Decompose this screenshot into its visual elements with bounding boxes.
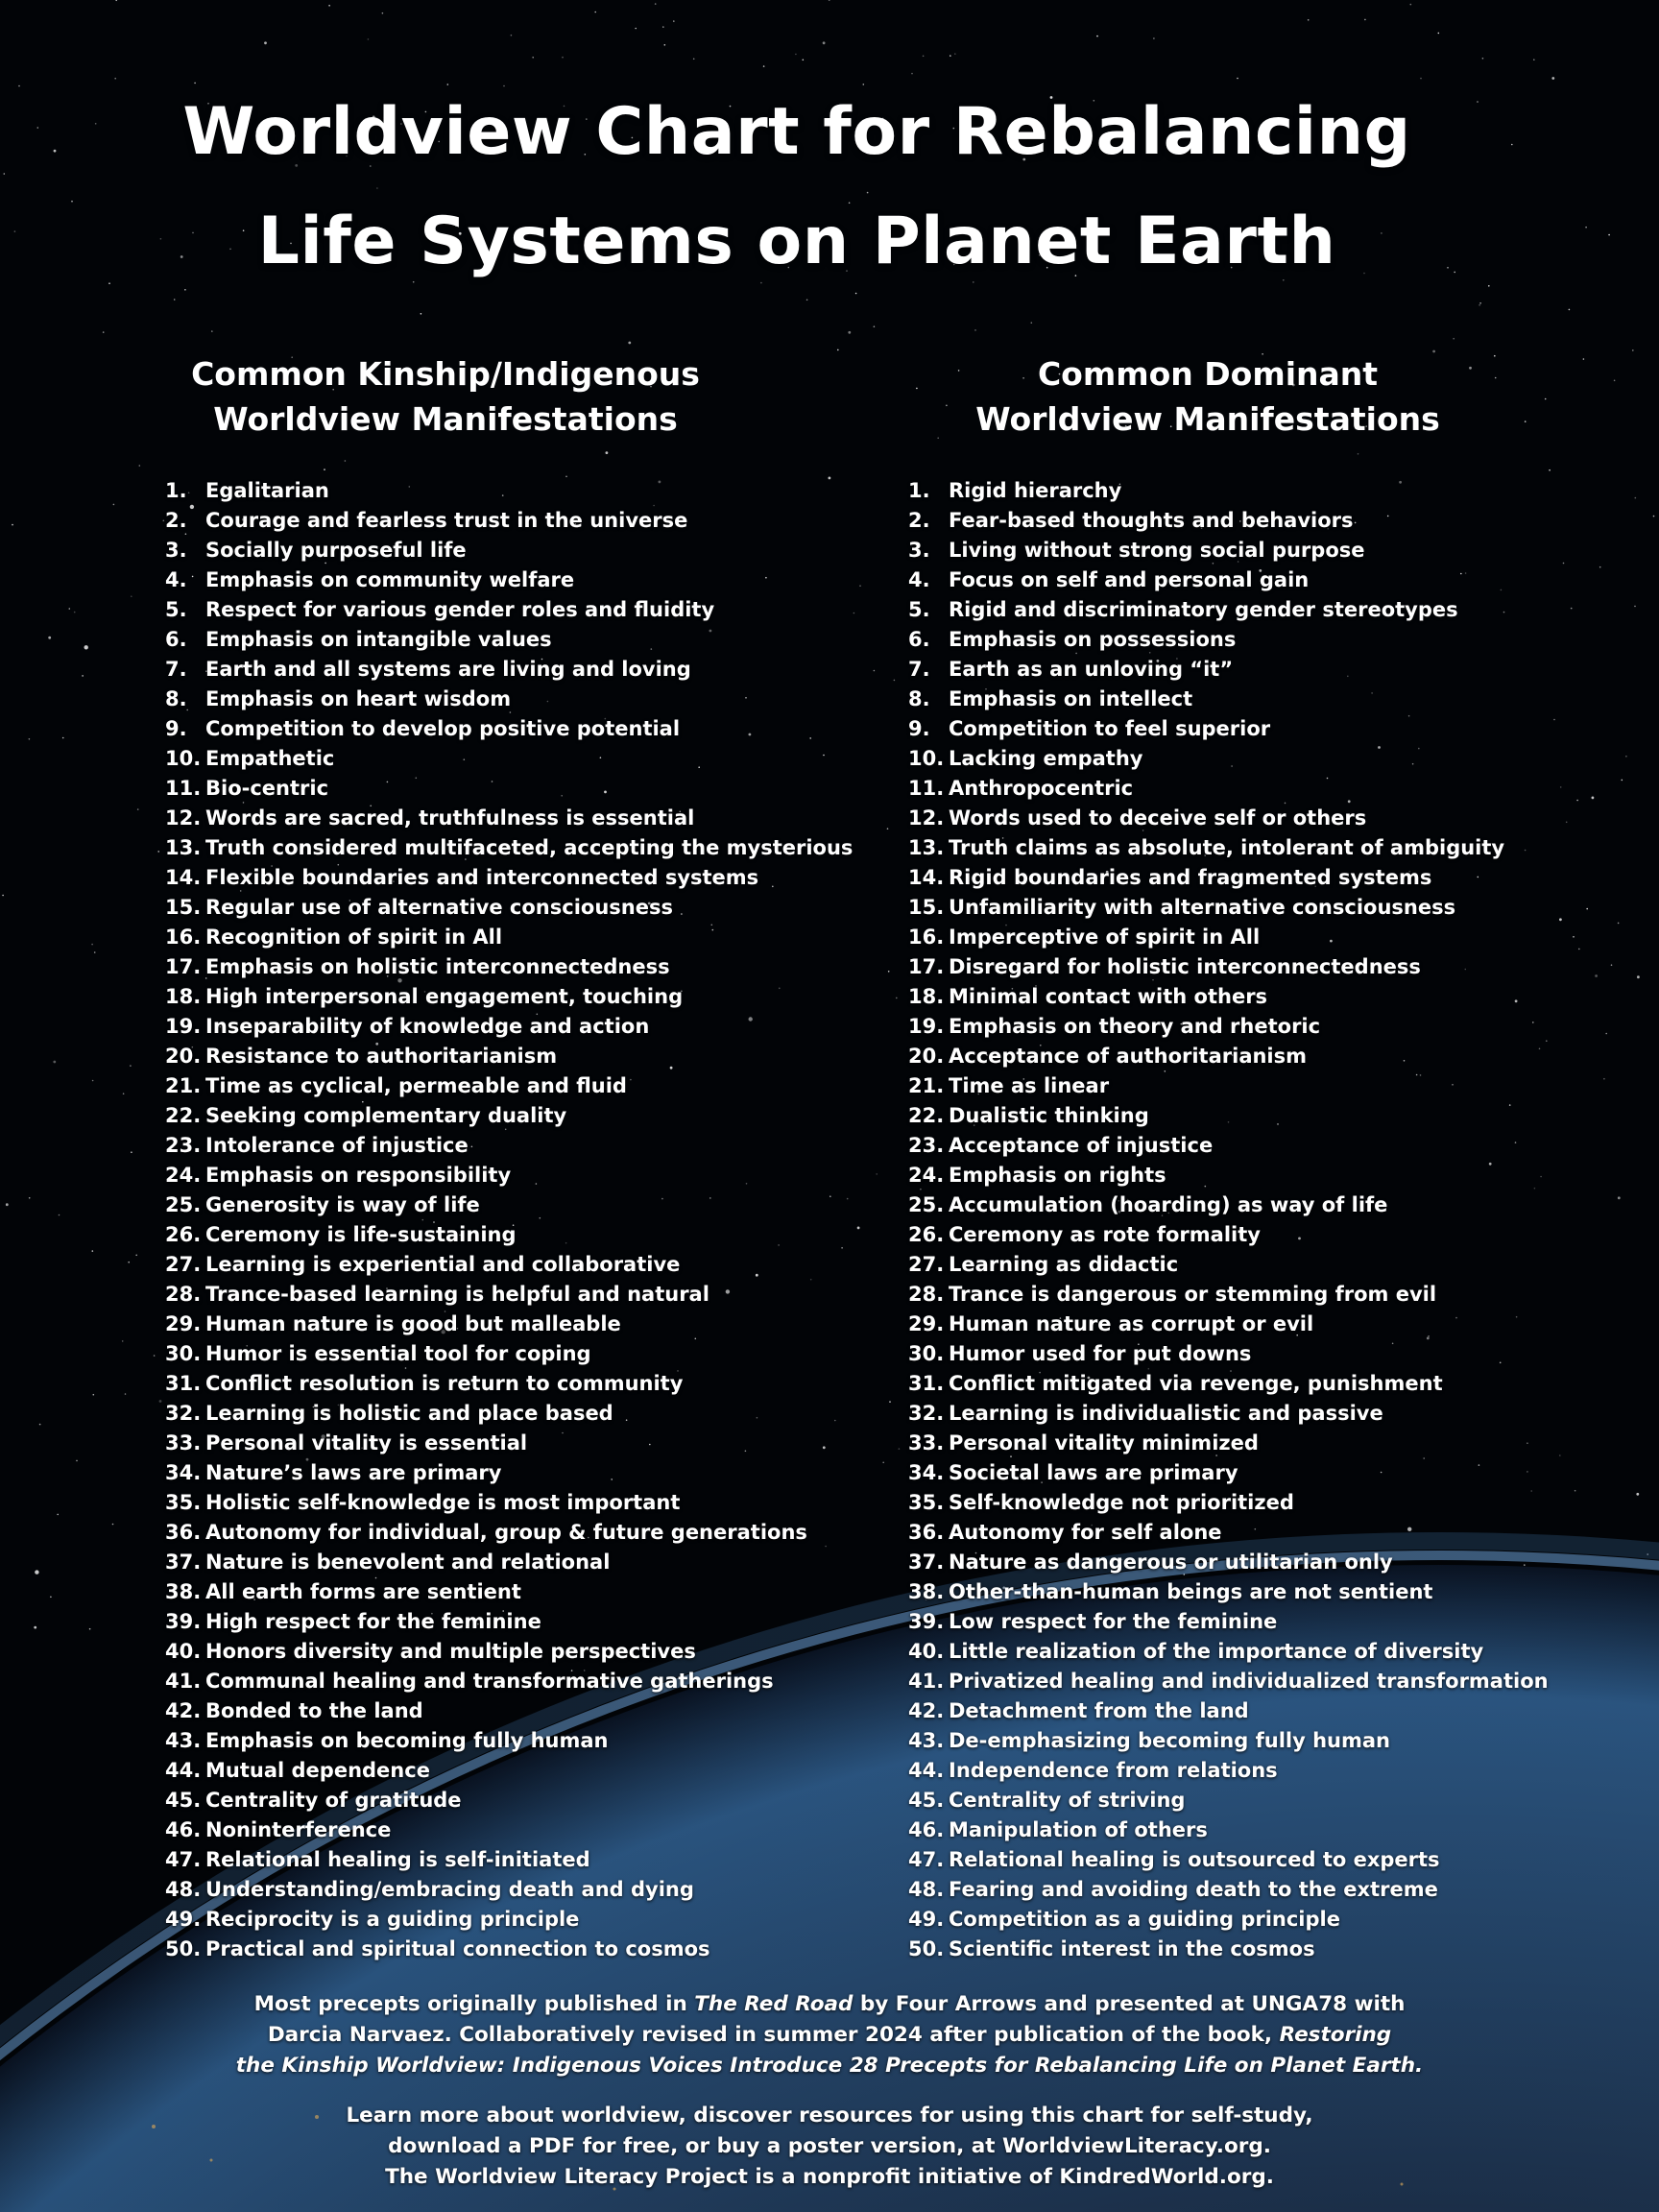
item-text: Privatized healing and individualized transformation <box>949 1670 1549 1693</box>
item-text: Conflict mitigated via revenge, punishment <box>949 1372 1443 1395</box>
item-text: Emphasis on intellect <box>949 687 1193 710</box>
item-text: Fear-based thoughts and behaviors <box>949 509 1354 532</box>
item-text: Earth as an unloving “it” <box>949 658 1234 681</box>
item-number: 21. <box>165 1074 202 1097</box>
item-number: 18. <box>165 985 202 1008</box>
item-text: Human nature as corrupt or evil <box>949 1312 1314 1335</box>
item-number: 25. <box>165 1193 202 1216</box>
left-column-heading <box>61 351 830 442</box>
item-number: 2. <box>165 509 187 532</box>
left-heading-line1: Common Kinship/Indigenous <box>191 355 700 393</box>
item-number: 7. <box>908 658 930 681</box>
item-text: Learning as didactic <box>949 1253 1179 1276</box>
item-text: Emphasis on rights <box>949 1164 1166 1187</box>
item-text: Earth and all systems are living and loving <box>205 658 691 681</box>
item-number: 5. <box>908 598 930 621</box>
item-text: Learning is individualistic and passive <box>949 1402 1383 1425</box>
item-number: 14. <box>908 866 945 889</box>
item-text: Relational healing is self-initiated <box>205 1848 590 1871</box>
item-number: 23. <box>165 1134 202 1157</box>
item-number: 50. <box>908 1937 945 1960</box>
item-number: 5. <box>165 598 187 621</box>
item-number: 49. <box>165 1908 202 1931</box>
item-number: 50. <box>165 1937 202 1960</box>
item-number: 46. <box>908 1818 945 1841</box>
item-number: 3. <box>165 539 187 562</box>
chart-title-line2: Life Systems on Planet Earth <box>257 204 1336 279</box>
item-number: 31. <box>165 1372 202 1395</box>
item-number: 21. <box>908 1074 945 1097</box>
item-text: Resistance to authoritarianism <box>205 1045 558 1068</box>
item-text: Emphasis on community welfare <box>205 568 575 591</box>
item-text: Autonomy for self alone <box>949 1521 1222 1544</box>
item-number: 20. <box>908 1045 945 1068</box>
item-number: 30. <box>165 1342 202 1365</box>
item-text: Bonded to the land <box>205 1699 423 1722</box>
item-number: 28. <box>908 1283 945 1306</box>
item-text: Noninterference <box>205 1818 392 1841</box>
item-text: Practical and spiritual connection to cosmos <box>205 1937 710 1960</box>
item-text: Egalitarian <box>205 479 329 502</box>
item-number: 29. <box>165 1312 202 1335</box>
item-number: 31. <box>908 1372 945 1395</box>
item-number: 26. <box>165 1223 202 1246</box>
item-number: 47. <box>908 1848 945 1871</box>
item-number: 33. <box>908 1431 945 1455</box>
item-number: 37. <box>165 1551 202 1574</box>
item-number: 38. <box>165 1580 202 1603</box>
item-text: All earth forms are sentient <box>205 1580 521 1603</box>
book-title-red-road: The Red Road <box>694 1992 854 2016</box>
item-number: 48. <box>165 1878 202 1901</box>
item-number: 30. <box>908 1342 945 1365</box>
item-number: 32. <box>908 1402 945 1425</box>
item-number: 25. <box>908 1193 945 1216</box>
item-number: 44. <box>908 1759 945 1782</box>
item-number: 16. <box>165 926 202 949</box>
item-number: 37. <box>908 1551 945 1574</box>
item-number: 4. <box>165 568 187 591</box>
item-number: 42. <box>908 1699 945 1722</box>
item-number: 49. <box>908 1908 945 1931</box>
item-text: Emphasis on intangible values <box>205 628 552 651</box>
item-text: Bio-centric <box>205 777 329 800</box>
item-text: Holistic self-knowledge is most important <box>205 1491 681 1514</box>
footer-citation <box>144 1989 1515 2081</box>
item-number: 39. <box>908 1610 945 1633</box>
item-text: Emphasis on theory and rhetoric <box>949 1015 1321 1038</box>
item-text: Personal vitality is essential <box>205 1431 528 1455</box>
item-text: Understanding/embracing death and dying <box>205 1878 694 1901</box>
item-text: Manipulation of others <box>949 1818 1208 1841</box>
item-text: Acceptance of authoritarianism <box>949 1045 1308 1068</box>
item-text: Courage and fearless trust in the universe <box>205 509 688 532</box>
item-text: Competition as a guiding principle <box>949 1908 1340 1931</box>
item-text: Centrality of striving <box>949 1789 1186 1812</box>
item-text: Learning is experiential and collaborative <box>205 1253 681 1276</box>
item-text: Words are sacred, truthfulness is essential <box>205 806 695 830</box>
item-text: Communal healing and transformative gatherings <box>205 1670 774 1693</box>
item-number: 22. <box>165 1104 202 1127</box>
item-number: 28. <box>165 1283 202 1306</box>
item-text: Other-than-human beings are not sentient <box>949 1580 1433 1603</box>
item-text: Rigid hierarchy <box>949 479 1122 502</box>
footer-notes <box>144 1989 1515 2193</box>
item-text: Humor used for put downs <box>949 1342 1252 1365</box>
item-number: 45. <box>165 1789 202 1812</box>
item-text: Trance is dangerous or stemming from evil <box>949 1283 1437 1306</box>
item-number: 44. <box>165 1759 202 1782</box>
item-number: 9. <box>908 717 930 740</box>
item-number: 24. <box>165 1164 202 1187</box>
item-text: Learning is holistic and place based <box>205 1402 613 1425</box>
item-number: 10. <box>165 747 202 770</box>
item-number: 38. <box>908 1580 945 1603</box>
item-number: 12. <box>165 806 202 830</box>
book-title-restoring: Restoring <box>1279 2023 1392 2047</box>
item-text: De-emphasizing becoming fully human <box>949 1729 1390 1752</box>
footer-text: by Four Arrows and presented at UNGA78 with <box>853 1992 1406 2016</box>
item-text: Emphasis on heart wisdom <box>205 687 512 710</box>
item-number: 17. <box>165 955 202 978</box>
item-text: Empathetic <box>205 747 335 770</box>
item-number: 20. <box>165 1045 202 1068</box>
item-number: 41. <box>165 1670 202 1693</box>
item-text: Detachment from the land <box>949 1699 1249 1722</box>
item-number: 47. <box>165 1848 202 1871</box>
item-number: 4. <box>908 568 930 591</box>
item-text: Ceremony is life-sustaining <box>205 1223 517 1246</box>
item-text: Nature as dangerous or utilitarian only <box>949 1551 1393 1574</box>
item-text: Truth considered multifaceted, accepting the mysterious <box>205 836 854 859</box>
item-number: 24. <box>908 1164 945 1187</box>
item-text: Self-knowledge not prioritized <box>949 1491 1294 1514</box>
item-text: Truth claims as absolute, intolerant of ambiguity <box>949 836 1505 859</box>
item-text: Fearing and avoiding death to the extreme <box>949 1878 1438 1901</box>
item-text: Ceremony as rote formality <box>949 1223 1261 1246</box>
item-number: 43. <box>908 1729 945 1752</box>
item-number: 41. <box>908 1670 945 1693</box>
item-text: Regular use of alternative consciousness <box>205 896 673 919</box>
item-text: Autonomy for individual, group & future generations <box>205 1521 807 1544</box>
item-text: Personal vitality minimized <box>949 1431 1259 1455</box>
item-number: 36. <box>908 1521 945 1544</box>
item-number: 18. <box>908 985 945 1008</box>
item-number: 40. <box>165 1640 202 1663</box>
item-number: 43. <box>165 1729 202 1752</box>
item-number: 11. <box>165 777 202 800</box>
item-text: Societal laws are primary <box>949 1461 1238 1484</box>
item-number: 16. <box>908 926 945 949</box>
footer-text: The Worldview Literacy Project is a nonprofit initiative of KindredWorld.org. <box>385 2165 1274 2189</box>
item-text: Time as linear <box>949 1074 1110 1097</box>
item-number: 14. <box>165 866 202 889</box>
item-number: 3. <box>908 539 930 562</box>
item-text: Acceptance of injustice <box>949 1134 1214 1157</box>
item-text: Conflict resolution is return to community <box>205 1372 684 1395</box>
item-text: Unfamiliarity with alternative consciousness <box>949 896 1456 919</box>
item-text: Humor is essential tool for coping <box>205 1342 591 1365</box>
item-number: 19. <box>908 1015 945 1038</box>
item-number: 29. <box>908 1312 945 1335</box>
item-text: Reciprocity is a guiding principle <box>205 1908 580 1931</box>
footer-text: Learn more about worldview, discover resources for using this chart for self-study, <box>346 2104 1313 2128</box>
item-text: Emphasis on holistic interconnectedness <box>205 955 670 978</box>
item-number: 13. <box>165 836 202 859</box>
item-text: Generosity is way of life <box>205 1193 480 1216</box>
item-text: Minimal contact with others <box>949 985 1268 1008</box>
item-number: 34. <box>165 1461 202 1484</box>
item-text: Imperceptive of spirit in All <box>949 926 1261 949</box>
item-number: 9. <box>165 717 187 740</box>
item-text: Anthropocentric <box>949 777 1134 800</box>
item-number: 48. <box>908 1878 945 1901</box>
item-text: Nature’s laws are primary <box>205 1461 502 1484</box>
item-number: 8. <box>908 687 930 710</box>
item-text: Living without strong social purpose <box>949 539 1365 562</box>
right-column-heading <box>824 351 1592 442</box>
item-text: Nature is benevolent and relational <box>205 1551 611 1574</box>
item-text: Low respect for the feminine <box>949 1610 1278 1633</box>
right-heading-line1: Common Dominant <box>1037 355 1379 393</box>
item-text: Scientific interest in the cosmos <box>949 1937 1315 1960</box>
item-number: 19. <box>165 1015 202 1038</box>
item-text: Respect for various gender roles and fluidity <box>205 598 715 621</box>
item-number: 13. <box>908 836 945 859</box>
item-number: 26. <box>908 1223 945 1246</box>
item-text: Rigid boundaries and fragmented systems <box>949 866 1432 889</box>
item-text: Rigid and discriminatory gender stereotypes <box>949 598 1458 621</box>
footer-learn-more <box>144 2101 1515 2193</box>
item-text: Trance-based learning is helpful and natural <box>205 1283 709 1306</box>
item-number: 46. <box>165 1818 202 1841</box>
item-text: Flexible boundaries and interconnected systems <box>205 866 759 889</box>
item-text: Emphasis on responsibility <box>205 1164 512 1187</box>
item-number: 1. <box>165 479 187 502</box>
item-number: 27. <box>165 1253 202 1276</box>
item-text: Focus on self and personal gain <box>949 568 1310 591</box>
item-number: 35. <box>165 1491 202 1514</box>
item-number: 15. <box>165 896 202 919</box>
footer-text: Most precepts originally published in <box>253 1992 695 2016</box>
item-number: 23. <box>908 1134 945 1157</box>
item-text: Intolerance of injustice <box>205 1134 469 1157</box>
item-text: Human nature is good but malleable <box>205 1312 621 1335</box>
item-text: Relational healing is outsourced to experts <box>949 1848 1440 1871</box>
item-number: 36. <box>165 1521 202 1544</box>
item-number: 32. <box>165 1402 202 1425</box>
item-number: 2. <box>908 509 930 532</box>
item-text: Independence from relations <box>949 1759 1278 1782</box>
item-number: 15. <box>908 896 945 919</box>
item-number: 34. <box>908 1461 945 1484</box>
left-heading-line2: Worldview Manifestations <box>213 400 678 438</box>
footer-text: Darcia Narvaez. Collaboratively revised in summer 2024 after publication of the book, <box>267 2023 1280 2047</box>
item-number: 27. <box>908 1253 945 1276</box>
item-text: Words used to deceive self or others <box>949 806 1367 830</box>
item-text: Accumulation (hoarding) as way of life <box>949 1193 1388 1216</box>
item-text: Time as cyclical, permeable and fluid <box>205 1074 627 1097</box>
item-number: 39. <box>165 1610 202 1633</box>
right-heading-line2: Worldview Manifestations <box>975 400 1440 438</box>
item-number: 40. <box>908 1640 945 1663</box>
item-text: Disregard for holistic interconnectedness <box>949 955 1421 978</box>
item-text: High interpersonal engagement, touching <box>205 985 684 1008</box>
item-text: Competition to feel superior <box>949 717 1271 740</box>
item-number: 12. <box>908 806 945 830</box>
item-text: Emphasis on becoming fully human <box>205 1729 609 1752</box>
item-number: 35. <box>908 1491 945 1514</box>
item-text: High respect for the feminine <box>205 1610 541 1633</box>
item-number: 6. <box>908 628 930 651</box>
item-number: 33. <box>165 1431 202 1455</box>
item-text: Emphasis on possessions <box>949 628 1237 651</box>
item-text: Recognition of spirit in All <box>205 926 503 949</box>
item-number: 8. <box>165 687 187 710</box>
item-number: 1. <box>908 479 930 502</box>
item-number: 6. <box>165 628 187 651</box>
item-text: Little realization of the importance of diversity <box>949 1640 1484 1663</box>
item-text: Honors diversity and multiple perspectives <box>205 1640 696 1663</box>
item-text: Centrality of gratitude <box>205 1789 462 1812</box>
item-number: 11. <box>908 777 945 800</box>
footer-text: download a PDF for free, or buy a poster version, at WorldviewLiteracy.org. <box>388 2134 1271 2158</box>
item-number: 7. <box>165 658 187 681</box>
book-title-restoring-cont: the Kinship Worldview: Indigenous Voices Introduce 28 Precepts for Rebalancing Life on Planet Earth. <box>235 2054 1424 2078</box>
item-text: Lacking empathy <box>949 747 1143 770</box>
item-text: Socially purposeful life <box>205 539 467 562</box>
item-number: 17. <box>908 955 945 978</box>
item-number: 22. <box>908 1104 945 1127</box>
item-number: 10. <box>908 747 945 770</box>
item-text: Competition to develop positive potential <box>205 717 681 740</box>
item-text: Dualistic thinking <box>949 1104 1149 1127</box>
item-number: 42. <box>165 1699 202 1722</box>
item-text: Mutual dependence <box>205 1759 430 1782</box>
item-number: 45. <box>908 1789 945 1812</box>
item-text: Inseparability of knowledge and action <box>205 1015 650 1038</box>
chart-title-line1: Worldview Chart for Rebalancing <box>182 94 1411 170</box>
item-text: Seeking complementary duality <box>205 1104 567 1127</box>
